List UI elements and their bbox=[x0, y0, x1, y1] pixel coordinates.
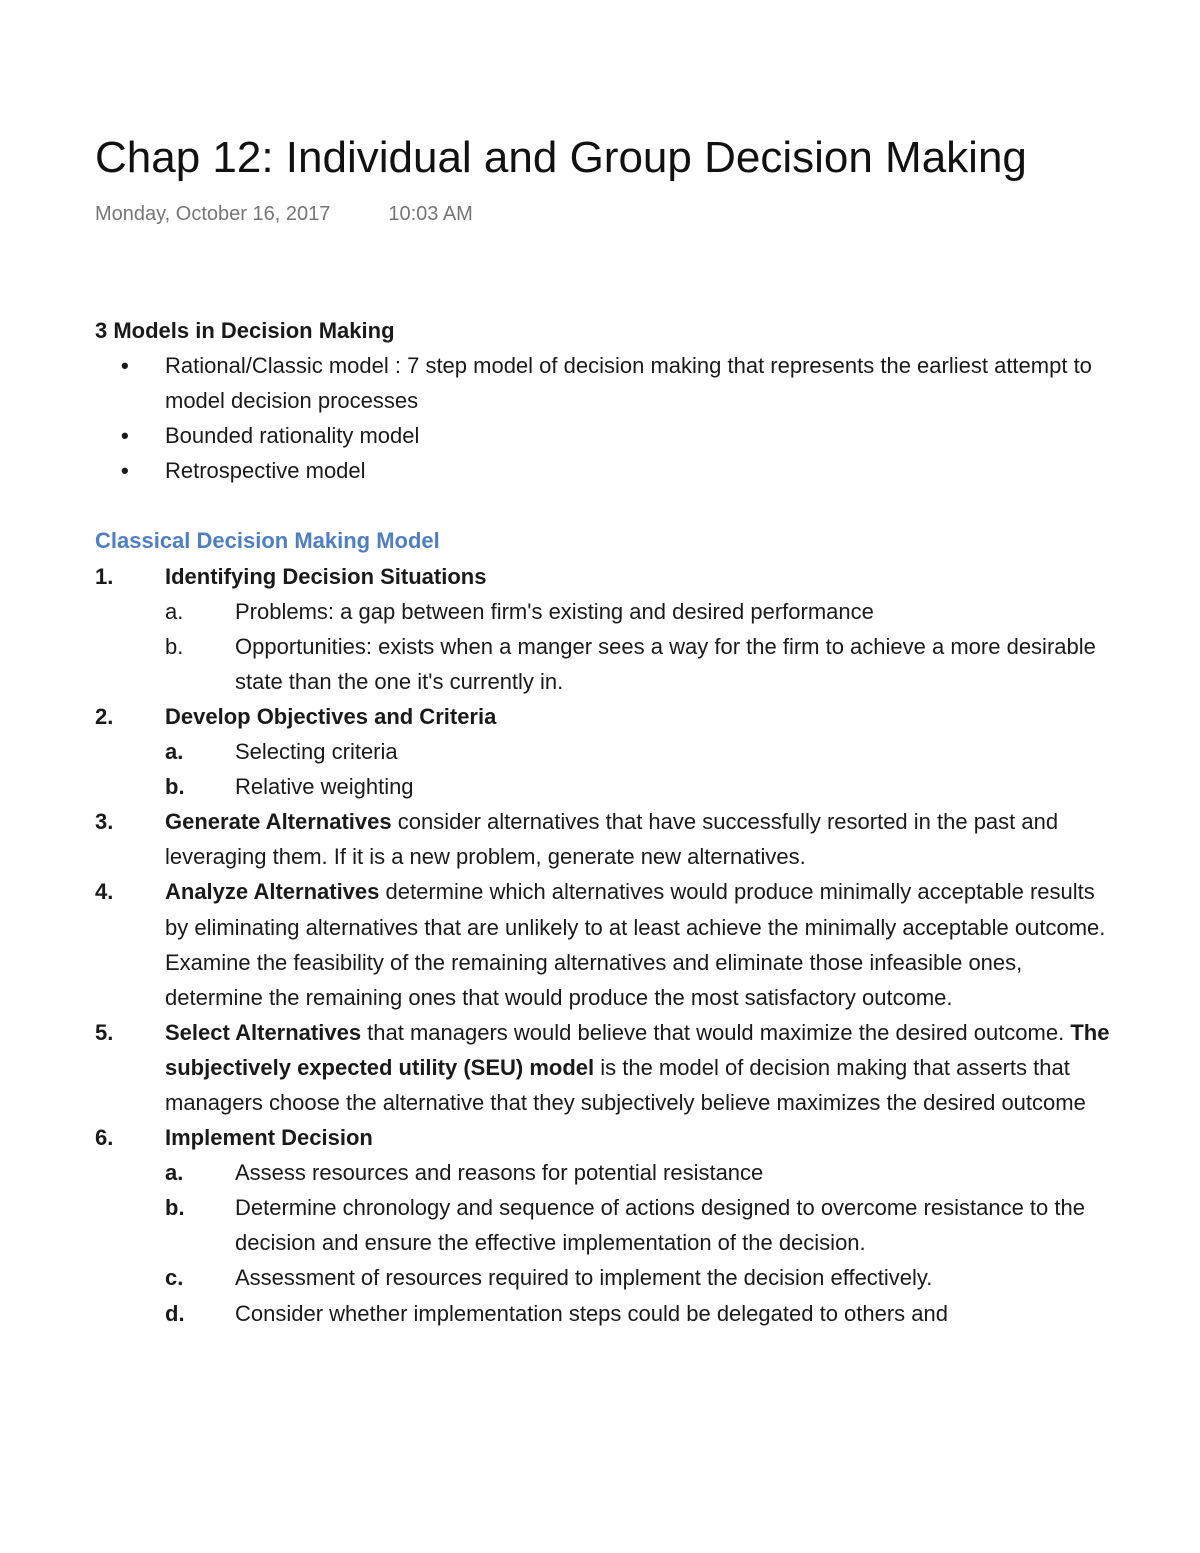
classical-heading: Classical Decision Making Model bbox=[95, 528, 440, 554]
step-text: consider alternatives that have successfully resorted in the past and leveraging them. If it is a new problem, generate new alternatives. bbox=[165, 809, 1059, 870]
sub-text: Selecting criteria bbox=[235, 739, 398, 765]
step-title: Implement Decision bbox=[165, 1125, 373, 1151]
sub-text: Consider whether implementation steps could be delegated to others and bbox=[235, 1300, 949, 1326]
page-title[interactable]: Chap 12: Individual and Group Decision Making bbox=[95, 133, 1027, 182]
sub-marker: b. bbox=[165, 633, 184, 659]
note-body[interactable] bbox=[95, 313, 1115, 1331]
sub-item bbox=[95, 734, 1115, 769]
page-date: Monday, October 16, 2017 bbox=[95, 203, 331, 225]
step-text: that managers would believe that would maximize the desired outcome. bbox=[361, 1019, 1071, 1045]
bullet-item bbox=[95, 348, 1115, 418]
step-item bbox=[95, 1015, 1115, 1120]
step-item bbox=[95, 804, 1115, 874]
sub-marker: a. bbox=[165, 739, 184, 765]
step-item bbox=[95, 559, 1115, 594]
models-heading: 3 Models in Decision Making bbox=[95, 318, 395, 343]
step-title: Generate Alternatives bbox=[165, 809, 392, 835]
step-number: 1. bbox=[95, 563, 114, 589]
sub-item bbox=[95, 1190, 1115, 1260]
sub-item bbox=[95, 769, 1115, 804]
page-time: 10:03 AM bbox=[388, 203, 473, 225]
bullet-text: Retrospective model bbox=[165, 458, 366, 484]
step-item bbox=[95, 699, 1115, 734]
bullet-dot-icon: • bbox=[121, 458, 129, 484]
sub-item bbox=[95, 1260, 1115, 1295]
sub-marker: a. bbox=[165, 1160, 184, 1186]
step-title: Develop Objectives and Criteria bbox=[165, 703, 497, 729]
step-number: 6. bbox=[95, 1125, 114, 1151]
step-body bbox=[165, 874, 1115, 1014]
sub-marker: c. bbox=[165, 1265, 184, 1291]
sub-marker: b. bbox=[165, 774, 185, 800]
bullet-dot-icon: • bbox=[121, 353, 129, 379]
step-body bbox=[165, 1015, 1115, 1120]
step-title: Analyze Alternatives bbox=[165, 879, 380, 905]
step-item bbox=[95, 1120, 1115, 1155]
seu-term: The subjectively expected utility (SEU) model bbox=[165, 1019, 1110, 1080]
step-title: Select Alternatives bbox=[165, 1019, 362, 1045]
bullet-item bbox=[95, 418, 1115, 453]
bullet-text: Bounded rationality model bbox=[165, 423, 420, 449]
sub-text: Assessment of resources required to implement the decision effectively. bbox=[235, 1265, 933, 1291]
sub-text: Relative weighting bbox=[235, 774, 414, 800]
sub-text: Opportunities: exists when a manger sees a way for the firm to achieve a more desirable state than the one it's currently in. bbox=[235, 633, 1096, 694]
sub-marker: d. bbox=[165, 1300, 185, 1326]
sub-text: Assess resources and reasons for potential resistance bbox=[235, 1160, 764, 1186]
step-body bbox=[165, 804, 1115, 874]
sub-item bbox=[95, 594, 1115, 629]
step-number: 2. bbox=[95, 703, 114, 729]
sub-item bbox=[95, 1155, 1115, 1190]
sub-text: Determine chronology and sequence of actions designed to overcome resistance to the decision and ensure the effective implementation of the decision. bbox=[235, 1195, 1085, 1256]
sub-marker: a. bbox=[165, 598, 184, 624]
bullet-item bbox=[95, 453, 1115, 488]
step-title: Identifying Decision Situations bbox=[165, 563, 487, 589]
step-item bbox=[95, 874, 1115, 1014]
sub-item bbox=[95, 1296, 1115, 1331]
step-number: 4. bbox=[95, 879, 114, 905]
step-number: 3. bbox=[95, 809, 114, 835]
bullet-dot-icon: • bbox=[121, 423, 129, 449]
sub-item bbox=[95, 629, 1115, 699]
step-text-2: is the model of decision making that asserts that managers choose the alternative that they subjectively believe maximizes the desired outcome bbox=[165, 1054, 1086, 1115]
page-meta bbox=[95, 203, 473, 226]
sub-marker: b. bbox=[165, 1195, 185, 1221]
sub-text: Problems: a gap between firm's existing and desired performance bbox=[235, 598, 874, 624]
step-number: 5. bbox=[95, 1019, 114, 1045]
bullet-text: Rational/Classic model : 7 step model of decision making that represents the earliest attempt to model decision processes bbox=[165, 353, 1092, 414]
step-text: determine which alternatives would produce minimally acceptable results by eliminating alternatives that are unlikely to at least achieve the minimally acceptable outcome. Examine the feasibility of the remaining alternatives and eliminate those infeasible ones, determine the remaining ones that would produce the most satisfactory outcome. bbox=[165, 879, 1106, 1010]
